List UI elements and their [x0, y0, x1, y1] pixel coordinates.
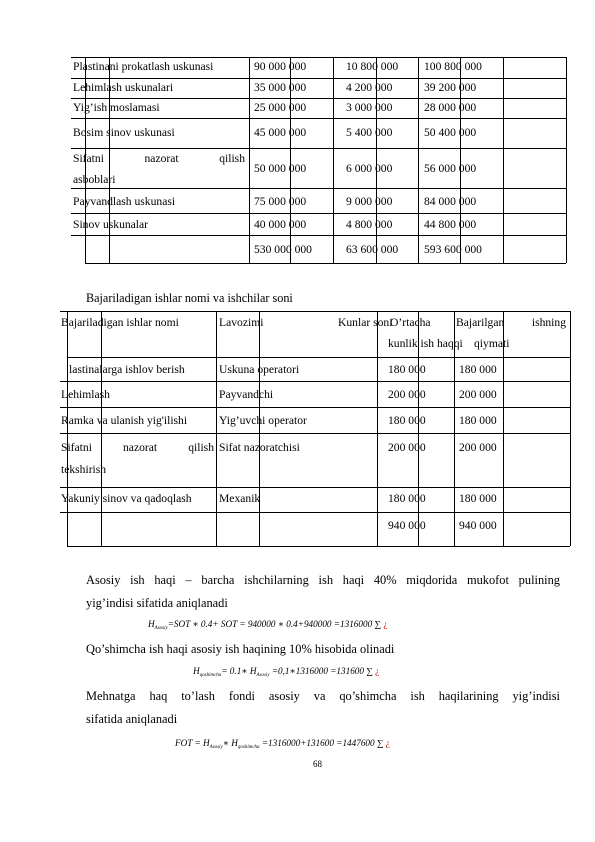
table1-total-c1: 530 000 000	[254, 243, 312, 256]
table1-cell-c1: 90 000 000	[254, 60, 307, 73]
table2-cell-position: Payvandchi	[219, 388, 274, 401]
table1-cell-name: Plastinani prokatlash uskunasi	[73, 60, 214, 73]
table2-cell-wage: 180 000	[388, 363, 426, 376]
table1-cell-c1: 45 000 000	[254, 126, 307, 139]
table1-total-c3: 593 600 000	[424, 243, 482, 256]
table1-cell-c2: 5 400 000	[346, 126, 393, 139]
table1-rule	[249, 57, 250, 263]
table1-rule	[503, 57, 504, 263]
paragraph-wage-fund: sifatida aniqlanadi	[86, 712, 178, 726]
table1-rule	[71, 57, 566, 58]
table2-cell-position: Sifat nazoratchisi	[219, 441, 300, 454]
table2-cell-job: tekshirish	[61, 463, 107, 476]
table2-header-days: Kunlar soni	[338, 316, 393, 329]
table1-cell-name: asboblari	[73, 173, 116, 186]
table1-cell-c3: 44 800 000	[424, 218, 477, 231]
formula-symbol: FOT = H	[175, 738, 210, 748]
table1-cell-c1: 40 000 000	[254, 218, 307, 231]
table1-cell-c3: 50 400 000	[424, 126, 477, 139]
table2-cell-job: Ramka va ulanish yig'ilishi	[61, 414, 188, 427]
table2-header-wage: kunlik ish haqqi	[388, 337, 463, 350]
table1-rule	[71, 78, 566, 79]
table1-rule	[71, 235, 566, 236]
table2-total-value: 940 000	[459, 519, 497, 532]
table2-rule	[377, 311, 378, 546]
table2-rule	[60, 512, 570, 513]
table1-rule	[418, 57, 419, 263]
formula-expression: =SOT ∗ 0.4+ SOT = 940000 ∗ 0.4+940000 =1316000 ∑	[167, 619, 384, 629]
table2-rule	[216, 311, 217, 546]
formula-subscript: Asosiy	[154, 626, 168, 631]
table1-cell-name: Yig’ish moslamasi	[73, 101, 160, 114]
table2-cell-wage: 180 000	[388, 414, 426, 427]
table2-cell-job: Yakuniy sinov va qadoqlash	[61, 492, 192, 505]
paragraph-base-salary: yig’indisi sifatida aniqlanadi	[86, 596, 228, 610]
formula-symbol: H	[148, 619, 155, 629]
formula-mark: ¿	[375, 666, 380, 676]
table1-cell-c1: 75 000 000	[254, 195, 307, 208]
table2-rule	[60, 433, 570, 434]
formula-expression: = 0.1∗ H	[221, 666, 257, 676]
formula-additional-salary	[193, 667, 379, 678]
table2-cell-value: 180 000	[459, 414, 497, 427]
table2-cell-position: Uskuna operatori	[219, 363, 300, 376]
table1-rule	[71, 148, 566, 149]
table1-cell-c1: 25 000 000	[254, 101, 307, 114]
table1-total-c2: 63 600 000	[346, 243, 399, 256]
table2-cell-value: 180 000	[459, 492, 497, 505]
page-number: 68	[313, 759, 322, 769]
formula-mark: ¿	[383, 619, 388, 629]
table2-rule	[67, 546, 570, 547]
table1-cell-c1: 50 000 000	[254, 162, 307, 175]
table1-cell-name: Sifatni nazorat qilish	[73, 152, 245, 165]
table2-rule	[60, 311, 570, 312]
table2-header-position: Lavozimi	[219, 316, 264, 329]
table2-cell-position: Mexanik	[219, 492, 261, 505]
formula-base-salary	[148, 620, 387, 631]
table2-cell-value: 200 000	[459, 441, 497, 454]
table1-cell-name: Lehimlash uskunalari	[73, 81, 174, 94]
paragraph-additional-salary: Qo’shimcha ish haqi asosiy ish haqining 10% hisobida olinadi	[86, 642, 395, 656]
table2-cell-job: Lehimlash	[61, 388, 110, 401]
table1-rule	[71, 98, 566, 99]
table2-rule	[67, 357, 570, 358]
table1-rule	[85, 263, 566, 264]
table1-cell-c1: 35 000 000	[254, 81, 307, 94]
formula-wage-fund	[175, 739, 390, 750]
table2-cell-wage: 200 000	[388, 441, 426, 454]
table1-rule	[71, 118, 566, 119]
table2-cell-value: 200 000	[459, 388, 497, 401]
table2-header-wage: O’rtacha	[390, 316, 431, 329]
table1-rule	[333, 57, 334, 263]
table2-rule	[60, 487, 570, 488]
table2-cell-value: 180 000	[459, 363, 497, 376]
table1-rule	[566, 57, 567, 263]
table1-cell-name: Bosim sinov uskunasi	[73, 126, 175, 139]
table2-header-value: qiymati	[474, 337, 510, 350]
table2-cell-wage: 180 000	[388, 492, 426, 505]
formula-subscript: qoshimcha	[199, 673, 222, 678]
table2-rule	[570, 311, 571, 546]
table2-cell-job: Sifatni nazorat qilish	[61, 441, 214, 454]
table1-cell-name: Payvandlash uskunasi	[73, 195, 176, 208]
table1-cell-c2: 4 800 000	[346, 218, 393, 231]
table1-rule	[71, 188, 566, 189]
table2-header-job: Bajariladigan ishlar nomi	[61, 316, 179, 329]
table2-cell-job: lastinalarga ishlov berish	[69, 363, 185, 376]
table1-cell-c3: 28 000 000	[424, 101, 477, 114]
paragraph-wage-fund: Mehnatga haq to’lash fondi asosiy va qo’shimcha ish haqilarining yig’indisi	[86, 689, 560, 703]
table1-cell-c2: 6 000 000	[346, 162, 393, 175]
formula-subscript: Asosiy	[209, 745, 223, 750]
table1-cell-c3: 100 800 000	[424, 60, 482, 73]
table2-cell-position: Yig’uvchi operator	[219, 414, 307, 427]
table2-total-wage: 940 000	[388, 519, 426, 532]
formula-expression: =0,1∗1316000 =131600 ∑	[269, 666, 376, 676]
formula-symbol: H	[193, 666, 200, 676]
table2-rule	[60, 407, 570, 408]
table2-rule	[67, 311, 68, 546]
table1-cell-name: Sinov uskunalar	[73, 218, 149, 231]
table2-header-value: Bajarilgan ishning	[456, 316, 566, 329]
table1-cell-c2: 10 800 000	[346, 60, 399, 73]
table2-title: Bajariladigan ishlar nomi va ishchilar soni	[86, 291, 293, 305]
formula-expression: ∗ H	[222, 738, 238, 748]
table2-rule	[259, 311, 260, 546]
table2-cell-wage: 200 000	[388, 388, 426, 401]
paragraph-base-salary: Asosiy ish haqi – barcha ishchilarning ish haqi 40% miqdorida mukofot pulining	[86, 573, 560, 587]
formula-subscript: Asosiy	[256, 673, 270, 678]
table1-cell-c2: 3 000 000	[346, 101, 393, 114]
formula-mark: ¿	[385, 738, 390, 748]
table1-rule	[71, 213, 566, 214]
table1-cell-c2: 9 000 000	[346, 195, 393, 208]
table1-cell-c3: 56 000 000	[424, 162, 477, 175]
formula-subscript: qoshimcha	[237, 745, 260, 750]
table1-cell-c3: 84 000 000	[424, 195, 477, 208]
table2-rule	[101, 311, 102, 546]
table2-rule	[60, 381, 570, 382]
table1-cell-c2: 4 200 000	[346, 81, 393, 94]
table1-cell-c3: 39 200 000	[424, 81, 477, 94]
formula-expression: =1316000+131600 =1447600 ∑	[259, 738, 386, 748]
